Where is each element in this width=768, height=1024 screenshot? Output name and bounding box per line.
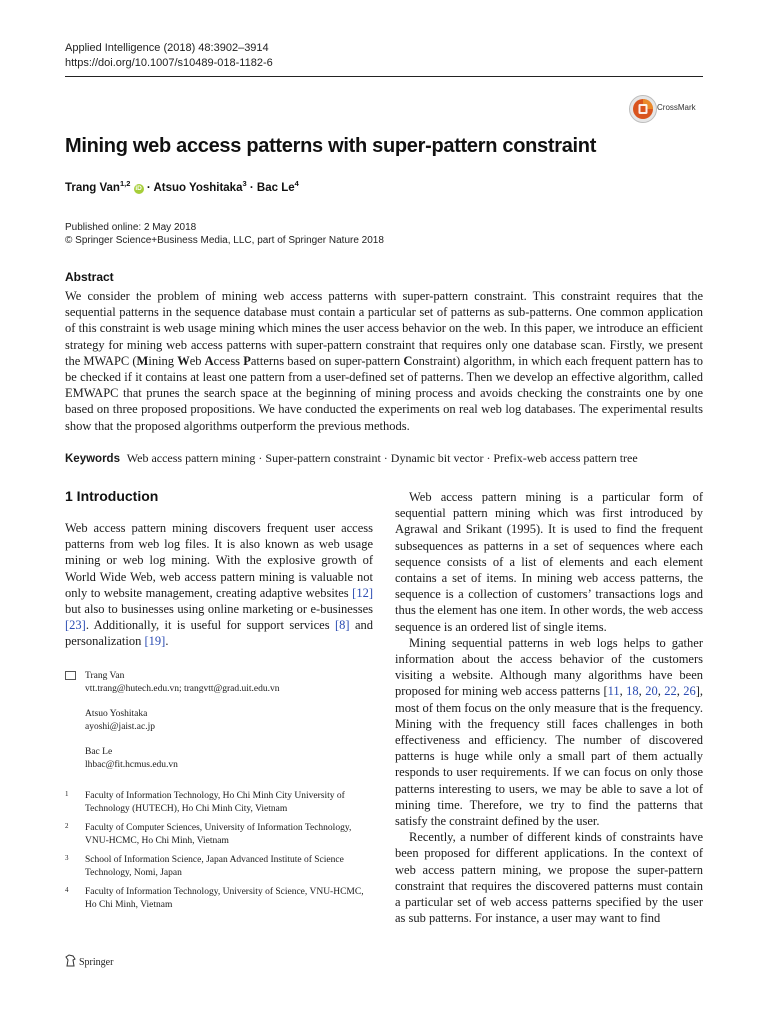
doi-link[interactable]: https://doi.org/10.1007/s10489-018-1182-6 <box>65 57 273 69</box>
abstract-heading: Abstract <box>65 270 114 284</box>
abstract-segment: onstraint) algorithm, in which each frequent pattern has to be checked if it contains at least one pattern from a user-defined set of patterns. Then we develop an effective algorithm, called EMWAPC that prunes the search space at the beginning of mining process and avoids checking the constraints one by one based on three proposed propositions. We have conducted the experiments on real web log databases. The experimental results show that the proposed algorithms outperform the previous methods. <box>65 353 703 433</box>
author-name[interactable]: Bac Le <box>256 181 295 194</box>
contact-name: Atsuo Yoshitaka <box>85 709 148 719</box>
crossmark-label: CrossMark <box>657 103 696 112</box>
affiliation-entry <box>65 790 375 816</box>
paper-title: Mining web access patterns with super-pattern constraint <box>65 135 597 157</box>
abstract-bold: M <box>136 353 149 368</box>
abstract-text <box>65 288 703 434</box>
affiliation-number: 3 <box>65 854 69 862</box>
abstract-segment: ining <box>148 353 178 368</box>
affiliation-entry <box>65 822 375 848</box>
abstract-bold: A <box>204 353 214 368</box>
journal-header <box>65 41 273 71</box>
springer-horse-icon <box>65 954 76 967</box>
text-segment: , <box>657 684 665 699</box>
affiliation-text: Faculty of Computer Sciences, University of Information Technology, VNU-HCMC, Ho Chi Minh, Vietnam <box>85 823 352 846</box>
author-name[interactable]: Trang Van <box>65 181 120 194</box>
author-separator: · <box>249 181 254 194</box>
contact-name: Trang Van <box>85 671 125 681</box>
abstract-bold: W <box>177 353 190 368</box>
abstract-bold: C <box>403 353 413 368</box>
text-segment: Web access pattern mining discovers frequent user access patterns from web log files. It is also known as web usage mining or web log mining. With the explosive growth of World Wide Web, web access pattern mining is valuable not only to website management, creating adaptive websites <box>65 521 373 600</box>
section-heading: 1 Introduction <box>65 488 159 504</box>
author-affiliation-marker: 1,2 <box>119 179 131 188</box>
publication-info <box>65 221 384 247</box>
abstract-segment: eb <box>189 353 205 368</box>
publisher-name: Springer <box>79 957 114 968</box>
affiliation-entry <box>65 854 375 880</box>
text-segment: . Additionally, it is useful for support services <box>85 618 335 633</box>
contact-email[interactable]: vtt.trang@hutech.edu.vn; trangvtt@grad.uit.edu.vn <box>85 684 280 694</box>
publisher-footer <box>65 954 113 968</box>
citation-link[interactable]: 18 <box>626 684 639 699</box>
author-separator: · <box>146 181 151 194</box>
intro-paragraph <box>65 520 373 650</box>
citation-link[interactable]: [23] <box>65 618 86 633</box>
abstract-segment: atterns based on super-pattern <box>250 353 404 368</box>
header-rule <box>65 76 703 77</box>
published-date: Published online: 2 May 2018 <box>65 222 197 233</box>
citation-link[interactable]: 22 <box>664 684 677 699</box>
author-affiliation-marker: 3 <box>242 179 247 188</box>
contact-email[interactable]: ayoshi@jaist.ac.jp <box>85 722 155 732</box>
text-segment: . <box>165 634 169 649</box>
affiliation-text: School of Information Science, Japan Advanced Institute of Science Technology, Nomi, Japan <box>85 855 344 878</box>
contact-entry <box>65 708 375 734</box>
affiliations-block <box>65 784 375 912</box>
intro-paragraph <box>395 635 703 829</box>
affiliation-text: Faculty of Information Technology, Ho Chi Minh City University of Technology (HUTECH), Ho Chi Minh City, Vietnam <box>85 791 345 814</box>
citation-link[interactable]: [19] <box>144 634 166 649</box>
keywords-line <box>65 451 705 466</box>
text-segment: , <box>638 684 646 699</box>
author-affiliation-marker: 4 <box>294 179 299 188</box>
text-segment: ], most of them focus on the only measure that is the frequency. Mining with the frequency still faces challenges in both effectiveness and efficiency. The number of discovered patterns is huge while only a small part of them actually responds to user requirements. If we can focus on only those patterns interesting to users, we may be able to save a lot of mining time. Therefore, we try to find the patterns that satisfy the constraint defined by the user. <box>395 684 704 829</box>
copyright-line: © Springer Science+Business Media, LLC, part of Springer Nature 2018 <box>65 235 384 246</box>
orcid-icon[interactable]: iD <box>135 184 142 192</box>
intro-paragraph: Recently, a number of different kinds of constraints have been proposed for different applications. In the context of web access pattern mining, we propose the super-pattern constraint that requires the discovered patterns must contain a particular set of web access patterns specified by the user as sub patterns. For instance, a user may want to find <box>395 830 703 926</box>
journal-citation: Applied Intelligence (2018) 48:3902–3914 <box>65 42 269 54</box>
text-segment: and personalization <box>65 618 373 649</box>
citation-link[interactable]: [8] <box>334 618 350 633</box>
correspondence-block <box>65 670 375 784</box>
citation-link[interactable]: [12] <box>352 585 373 600</box>
citation-link[interactable]: 20 <box>645 684 658 699</box>
email-icon <box>65 671 76 680</box>
abstract-segment: ccess <box>213 353 244 368</box>
citation-link[interactable]: 11 <box>607 684 620 699</box>
author-name[interactable]: Atsuo Yoshitaka <box>153 181 243 194</box>
text-segment: Mining sequential patterns in web logs helps to gather information about the access behavior of the customers visiting a website. Although many algorithms have been proposed for mining web access patterns [ <box>395 635 703 699</box>
abstract-bold: P <box>243 353 251 368</box>
contact-name: Bac Le <box>85 747 113 757</box>
text-segment: , <box>619 684 627 699</box>
affiliation-number: 1 <box>65 790 69 798</box>
text-segment: but also to businesses using online marketing or e-businesses <box>65 602 373 617</box>
author-list <box>65 179 299 194</box>
contact-entry <box>65 746 375 772</box>
crossmark-icon <box>628 94 658 124</box>
contact-entry <box>65 670 375 696</box>
affiliation-text: Faculty of Information Technology, University of Science, VNU-HCMC, Ho Chi Minh, Vietnam <box>85 887 364 910</box>
intro-right-column <box>395 489 703 926</box>
keywords-label: Keywords <box>65 453 120 465</box>
abstract-segment: We consider the problem of mining web access patterns with super-pattern constraint. This constraint requires that the sequential patterns in the sequence database must contain a particular set of patterns as sub-patterns. One common application of this constraint is web usage mining which mines the user access behavior on the web. In this paper, we introduce an efficient strategy for mining web access patterns with super-pattern constraint that requires only one database scan. Firstly, we present the MWAPC ( <box>65 289 703 368</box>
keywords-list: Web access pattern mining · Super-pattern constraint · Dynamic bit vector · Prefix-web access pattern tree <box>126 451 638 465</box>
contact-email[interactable]: lhbac@fit.hcmus.edu.vn <box>85 760 178 770</box>
affiliation-number: 4 <box>65 886 69 894</box>
affiliation-entry <box>65 886 375 912</box>
intro-paragraph: Web access pattern mining is a particular form of sequential pattern mining which was first introduced by Agrawal and Srikant (1995). It is used to find the frequent subsequences as patterns in a set of sequences where each sequence consists of a list of elements and each element contains a set of items. In mining web access patterns, the sequence is a collection of customers’ transactions logs and thus the element has one item. In other words, the web access sequence is an ordered list of single items. <box>395 490 703 634</box>
text-segment: , <box>676 684 684 699</box>
intro-left-column <box>65 520 373 650</box>
affiliation-number: 2 <box>65 822 69 830</box>
citation-link[interactable]: 26 <box>683 684 696 699</box>
